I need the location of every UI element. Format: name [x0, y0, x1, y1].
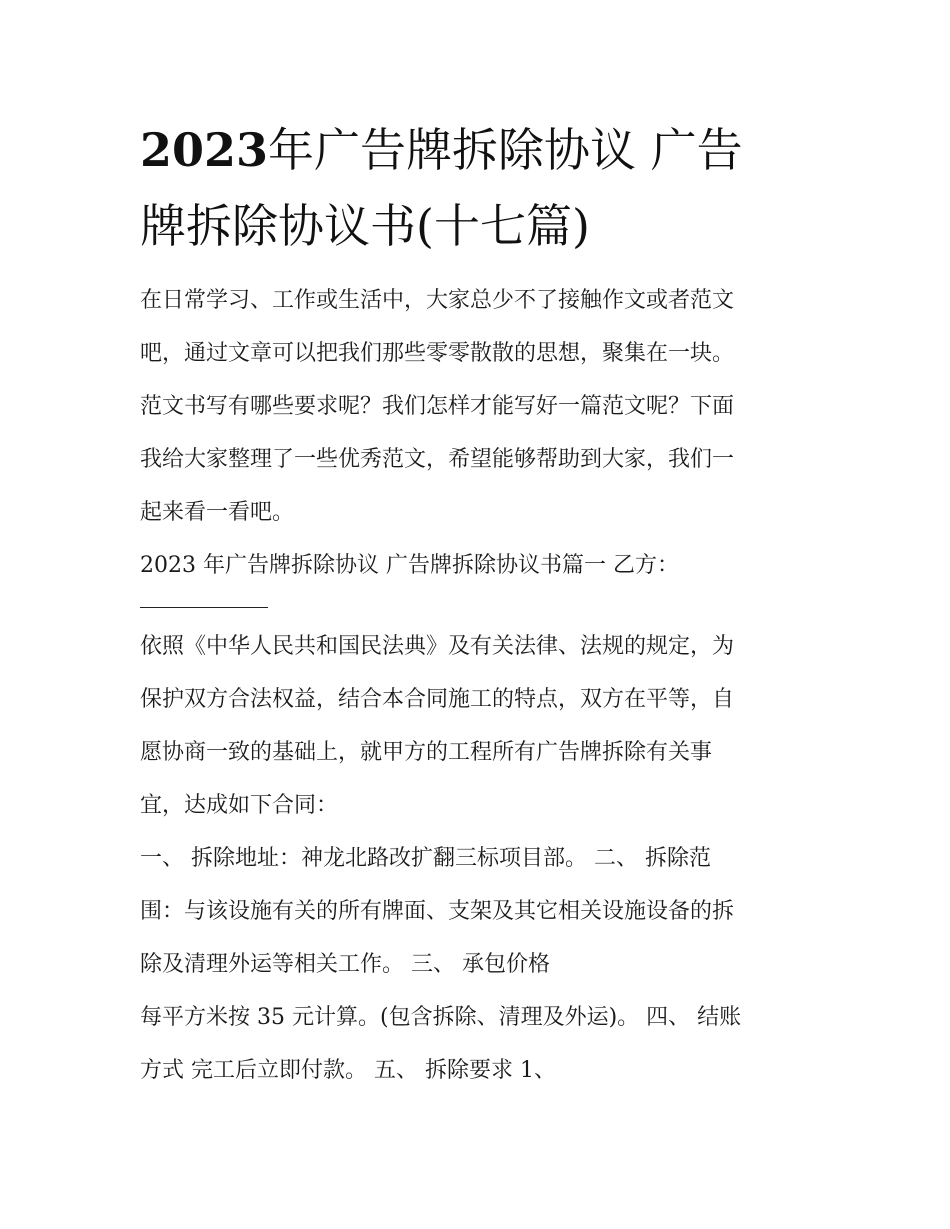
text-line: 依照《中华人民共和国民法典》及有关法律、法规的规定，为 — [140, 634, 735, 659]
text-line: 范文书写有哪些要求呢？我们怎样才能写好一篇范文呢？下面 — [140, 394, 735, 419]
intro-paragraph — [140, 274, 820, 592]
signature-blank-line — [140, 607, 268, 608]
text-line: 每平方米按 35 元计算。(包含拆除、清理及外运)。 四、 结账 — [140, 1005, 742, 1030]
section-heading-line: 2023 年广告牌拆除协议 广告牌拆除协议书篇一 乙方： — [140, 553, 679, 578]
title-year: 2023 — [140, 123, 269, 177]
text-line: 围：与该设施有关的所有牌面、支架及其它相关设施设备的拆 — [140, 899, 735, 924]
text-line: 我给大家整理了一些优秀范文，希望能够帮助到大家，我们一 — [140, 447, 735, 472]
text-line: 保护双方合法权益，结合本合同施工的特点，双方在平等，自 — [140, 687, 735, 712]
text-line: 起来看一看吧。 — [140, 500, 295, 525]
text-line: 在日常学习、工作或生活中，大家总少不了接触作文或者范文 — [140, 288, 735, 313]
text-line: 除及清理外运等相关工作。 三、 承包价格 — [140, 952, 550, 977]
contract-body — [140, 620, 820, 1097]
text-line: 一、 拆除地址：神龙北路改扩翻三标项目部。 二、 拆除范 — [140, 846, 711, 871]
text-line: 方式 完工后立即付款。 五、 拆除要求 1、 — [140, 1058, 556, 1083]
title-line-2: 牌拆除协议书(十七篇) — [140, 199, 590, 253]
document-title — [140, 112, 820, 264]
title-line-1: 年广告牌拆除协议 广告 — [268, 123, 743, 177]
text-line: 愿协商一致的基础上，就甲方的工程所有广告牌拆除有关事 — [140, 740, 713, 765]
text-line: 宜，达成如下合同： — [140, 793, 339, 818]
text-line: 吧，通过文章可以把我们那些零零散散的思想，聚集在一块。 — [140, 341, 735, 366]
